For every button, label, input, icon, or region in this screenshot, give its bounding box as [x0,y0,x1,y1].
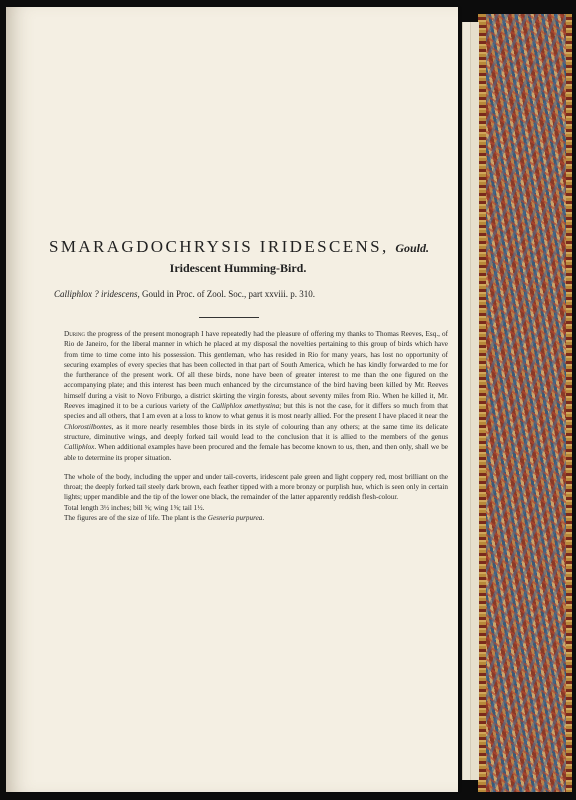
synonym-citation [54,289,315,299]
paragraph-description: The whole of the body, including the upper and under tail-coverts, iridescent pale green and light coppery red, most brilliant on the throat; the deeply forked tail steely dark brown, each feather tipped with a more bronzy or purplish hue, which is seen only in certain lights; upper mandible and the tip of the lower one black, the remainder of the latter apparently reddish flesh-colour. [64,472,448,502]
author-name: Gould. [395,241,430,255]
paragraph-measurements: Total length 3½ inches; bill ⅝; wing 1⅝; tail 1½. [64,503,205,512]
gilt-edge [478,14,486,792]
paragraph-figures: The figures are of the size of life. The plant is the Gesneria purpurea. [64,514,265,523]
marbled-book-edge [486,14,570,792]
gilt-edge-outer [566,14,572,792]
title-block [6,237,458,276]
citation-reference: Gould in Proc. of Zool. Soc., part xxviii. p. 310. [142,289,315,299]
book-page [6,7,458,792]
paragraph-introduction: During the progress of the present monograph I have repeatedly had the pleasure of offering my thanks to Thomas Reeves, Esq., of Rio de Janeiro, for the liberal manner in which he placed at my disposal the novelties pertaining to this group of birds which have from time to time come into his possession. This gentleman, who has resided in Rio for many years, has lost no opportunity of securing examples of every species that has been collected in that part of South America, which he has kindly forwarded to me for the furtherance of the present work. Of all these birds, none have been of greater interest to me than the one figured on the accompanying plate; and this interest has been much enhanced by the circumstance of the bird having been killed by Mr. Reeves himself during a visit to Novo Friburgo, a district skirting the virgin forests, about seventy miles from Rio. When he killed it, Mr. Reeves imagined it to be a curious variety of the Calliphlox amethystina; but this is not the case, for it differs so much from that species and all others, that I am even at a loss to know to what genus it is most nearly allied. For the present I have placed it near the Chlorostilbontes, as it more nearly resembles those birds in its style of colouring than any others; at the same time its delicate structure, diminutive wings, and deeply forked tail would lead to the conclusion that it is allied to the members of the genus Calliphlox. When additional examples have been procured and the female has become known to us, then, and then only, shall we be able to determine its proper situation. [64,330,448,462]
page-stack-back [470,22,479,780]
separator-rule [199,317,259,318]
common-name: Iridescent Humming-Bird. [169,261,307,275]
body-text [64,329,448,523]
synonym-name: Calliphlox ? iridescens, [54,289,140,299]
page-title: SMARAGDOCHRYSIS IRIDESCENS, Gould. [48,237,430,256]
